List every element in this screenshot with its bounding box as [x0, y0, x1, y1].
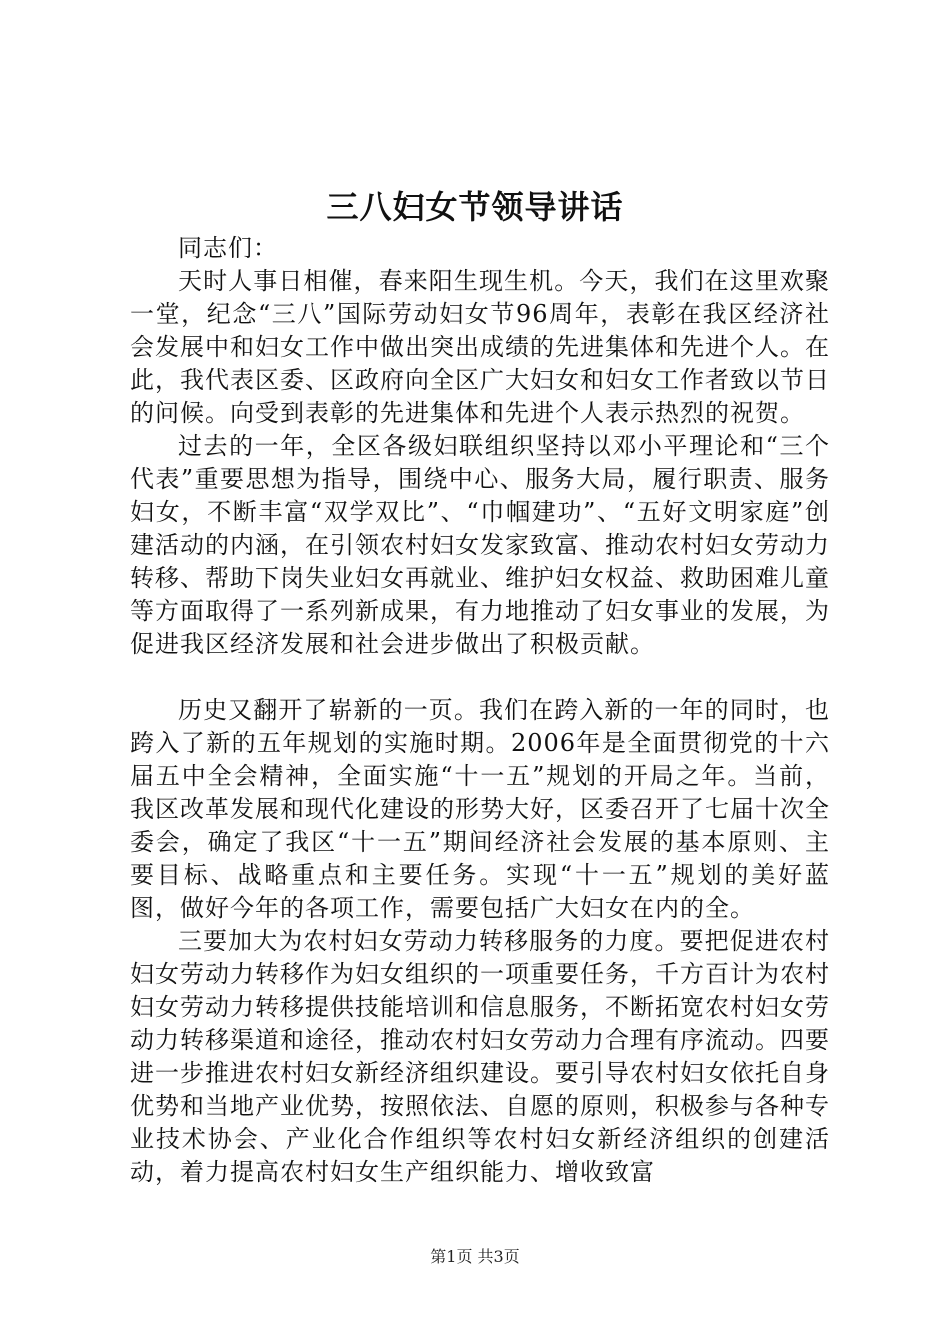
- paragraph-3: 历史又翻开了崭新的一页。我们在跨入新的一年的同时，也跨入了新的五年规划的实施时期。2006年是全面贯彻党的十六届五中全会精神，全面实施“十一五”规划的开局之年。当前，我区改革发展和现代化建设的形势大好，区委召开了七届十次全委会，确定了我区“十一五”期间经济社会发展的基本原则、主要目标、战略重点和主要任务。实现“十一五”规划的美好蓝图，做好今年的各项工作，需要包括广大妇女在内的全。: [130, 696, 830, 922]
- salutation: 同志们：: [178, 234, 278, 262]
- paragraph-2: 过去的一年，全区各级妇联组织坚持以邓小平理论和“三个代表”重要思想为指导，围绕中心、服务大局，履行职责、服务妇女，不断丰富“双学双比”、“巾帼建功”、“五好文明家庭”创建活动的内涵，在引领农村妇女发家致富、推动农村妇女劳动力转移、帮助下岗失业妇女再就业、维护妇女权益、救助困难儿童等方面取得了一系列新成果，有力地推动了妇女事业的发展，为促进我区经济发展和社会进步做出了积极贡献。: [130, 432, 830, 658]
- page-number-footer: 第1页 共3页: [430, 1247, 520, 1266]
- document-body: [130, 232, 830, 1189]
- paragraph-4: 三要加大为农村妇女劳动力转移服务的力度。要把促进农村妇女劳动力转移作为妇女组织的一项重要任务，千方百计为农村妇女劳动力转移提供技能培训和信息服务，不断拓宽农村妇女劳动力转移渠道和途径，推动农村妇女劳动力合理有序流动。四要进一步推进农村妇女新经济组织建设。要引导农村妇女依托自身优势和当地产业优势，按照依法、自愿的原则，积极参与各种专业技术协会、产业化合作组织等农村妇女新经济组织的创建活动，着力提高农村妇女生产组织能力、增收致富: [130, 927, 830, 1186]
- document-title: 三八妇女节领导讲话: [326, 188, 624, 226]
- paragraph-1: 天时人事日相催，春来阳生现生机。今天，我们在这里欢聚一堂，纪念“三八”国际劳动妇女节96周年，表彰在我区经济社会发展中和妇女工作中做出突出成绩的先进集体和先进个人。在此，我代表区委、区政府向全区广大妇女和妇女工作者致以节日的问候。向受到表彰的先进集体和先进个人表示热烈的祝贺。: [130, 267, 830, 427]
